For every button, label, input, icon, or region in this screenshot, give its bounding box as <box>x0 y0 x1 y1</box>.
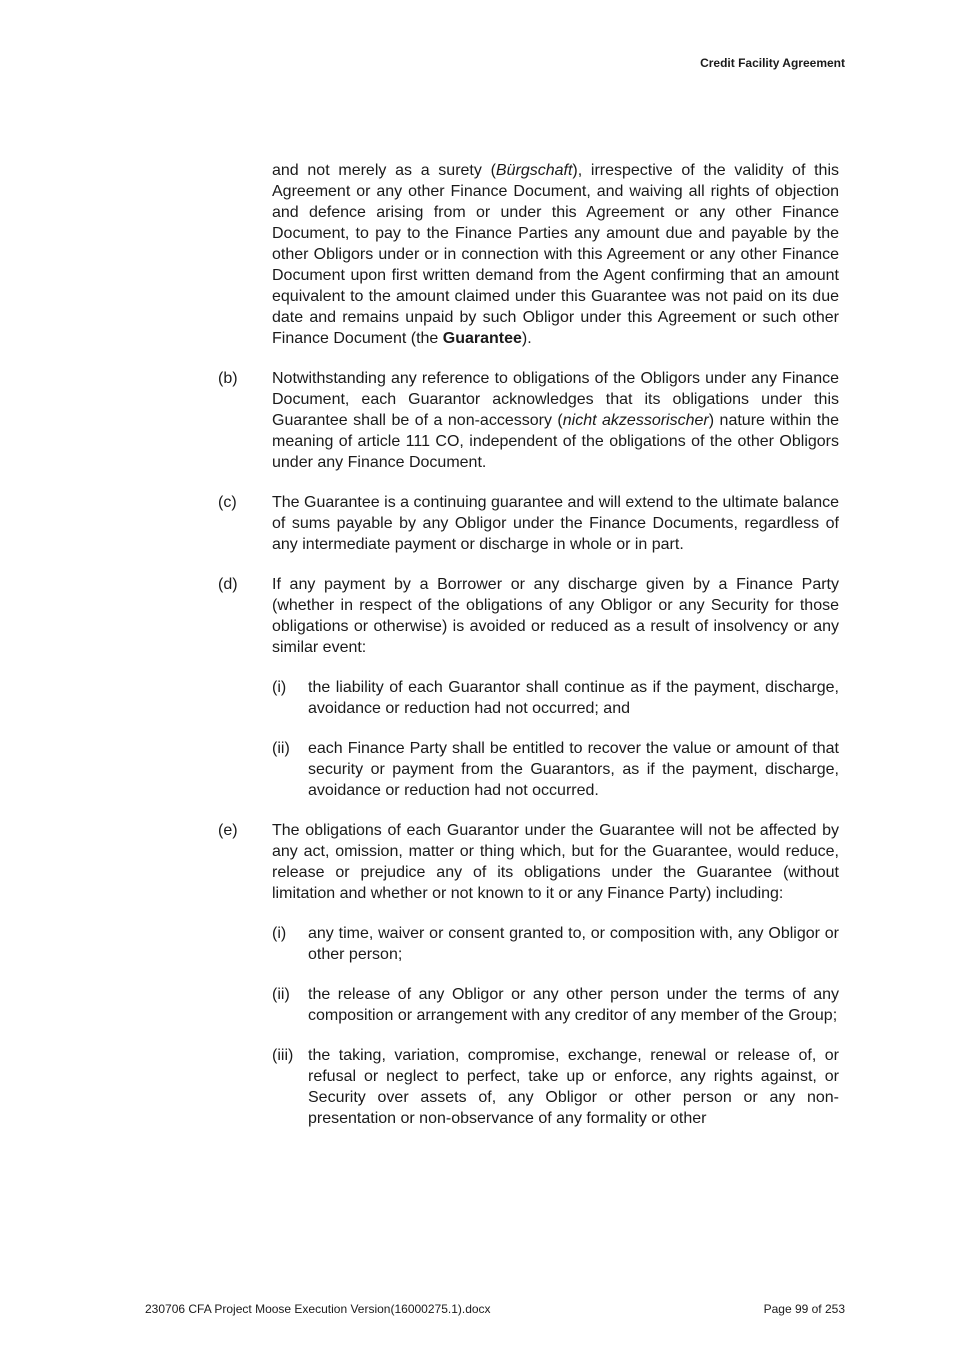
subclause-label: (ii) <box>272 986 290 1003</box>
clause-e <box>218 820 839 904</box>
footer-filename: 230706 CFA Project Moose Execution Version(16000275.1).docx <box>145 1302 491 1316</box>
subclause-e-i <box>272 923 839 965</box>
text-run: and not merely as a surety ( <box>272 162 496 179</box>
subclause-label: (i) <box>272 679 287 696</box>
clause-text: The obligations of each Guarantor under the Guarantee will not be affected by any act, omission, matter or thing which, but for the Guarantee, would reduce, release or prejudice any of its obligations under the Guarantee (without limitation and whether or not known to it or any Finance Party) including: <box>272 822 839 902</box>
clause-d <box>218 574 839 658</box>
guarantee-continuation-paragraph <box>272 160 839 349</box>
clause-label: (e) <box>218 822 238 839</box>
clause-text: The Guarantee is a continuing guarantee and will extend to the ultimate balance of sums payable by any Obligor under the Finance Documents, regardless of any intermediate payment or discharge in whole or in part. <box>272 494 839 553</box>
text-run: ). <box>521 330 532 347</box>
subclause-text: the liability of each Guarantor shall continue as if the payment, discharge, avoidance or reduction had not occurred; and <box>308 679 839 717</box>
subclause-e-ii <box>272 984 839 1026</box>
subclause-text: each Finance Party shall be entitled to recover the value or amount of that security or payment from the Guarantors, as if the payment, discharge, avoidance or reduction had not occurred. <box>308 740 839 799</box>
document-body <box>0 160 965 1129</box>
footer-page-number: Page 99 of 253 <box>763 1302 845 1316</box>
clause-text: If any payment by a Borrower or any discharge given by a Finance Party (whether in respect of the obligations of any Obligor or any Security for those obligations or otherwise) is avoided or reduced as a result of insolvency or any similar event: <box>272 576 839 656</box>
text-run: ) nature within the meaning of article 111 CO, independent of the obligations of the other Obligors under any Finance Document. <box>272 412 840 471</box>
defined-term: Guarantee <box>442 330 522 347</box>
clause-b <box>218 368 840 473</box>
text-run: Notwithstanding any reference to obligations of the Obligors under any Finance Document, each Guarantor acknowledges that its obligations under this Guarantee shall be of a non-accessory ( <box>272 370 839 429</box>
subclause-text: the taking, variation, compromise, exchange, renewal or release of, or refusal or neglect to perfect, take up or enforce, any rights against, or Security over assets of, any Obligor or other person or any non-presentation or non-observance of any formality or other <box>308 1047 839 1127</box>
subclause-e-iii <box>272 1045 839 1129</box>
clause-label: (b) <box>218 370 238 387</box>
clause-label: (d) <box>218 576 238 593</box>
italic-term: Bürgschaft <box>495 162 573 179</box>
subclause-label: (ii) <box>272 740 290 757</box>
italic-term: nicht akzessorischer <box>562 412 709 429</box>
subclause-text: any time, waiver or consent granted to, or composition with, any Obligor or other person; <box>308 925 839 963</box>
clause-label: (c) <box>218 494 237 511</box>
subclause-text: the release of any Obligor or any other person under the terms of any composition or arrangement with any creditor of any member of the Group; <box>308 986 839 1024</box>
subclause-label: (iii) <box>272 1047 294 1064</box>
subclause-label: (i) <box>272 925 287 942</box>
subclause-d-i <box>272 677 839 719</box>
text-run: ), irrespective of the validity of this Agreement or any other Finance Document, and waiving all rights of objection and defence arising from or under this Agreement or any other Finance Document, to pay to the Finance Parties any amount due and payable by the other Obligors under or in connection with this Agreement or any other Finance Document upon first written demand from the Agent confirming that an amount equivalent to the amount claimed under this Guarantee was not paid on its due date and remains unpaid by such Obligor under this Agreement or such other Finance Document (the <box>272 162 840 347</box>
running-header: Credit Facility Agreement <box>700 56 845 70</box>
subclause-d-ii <box>272 738 839 801</box>
clause-c <box>218 492 839 555</box>
